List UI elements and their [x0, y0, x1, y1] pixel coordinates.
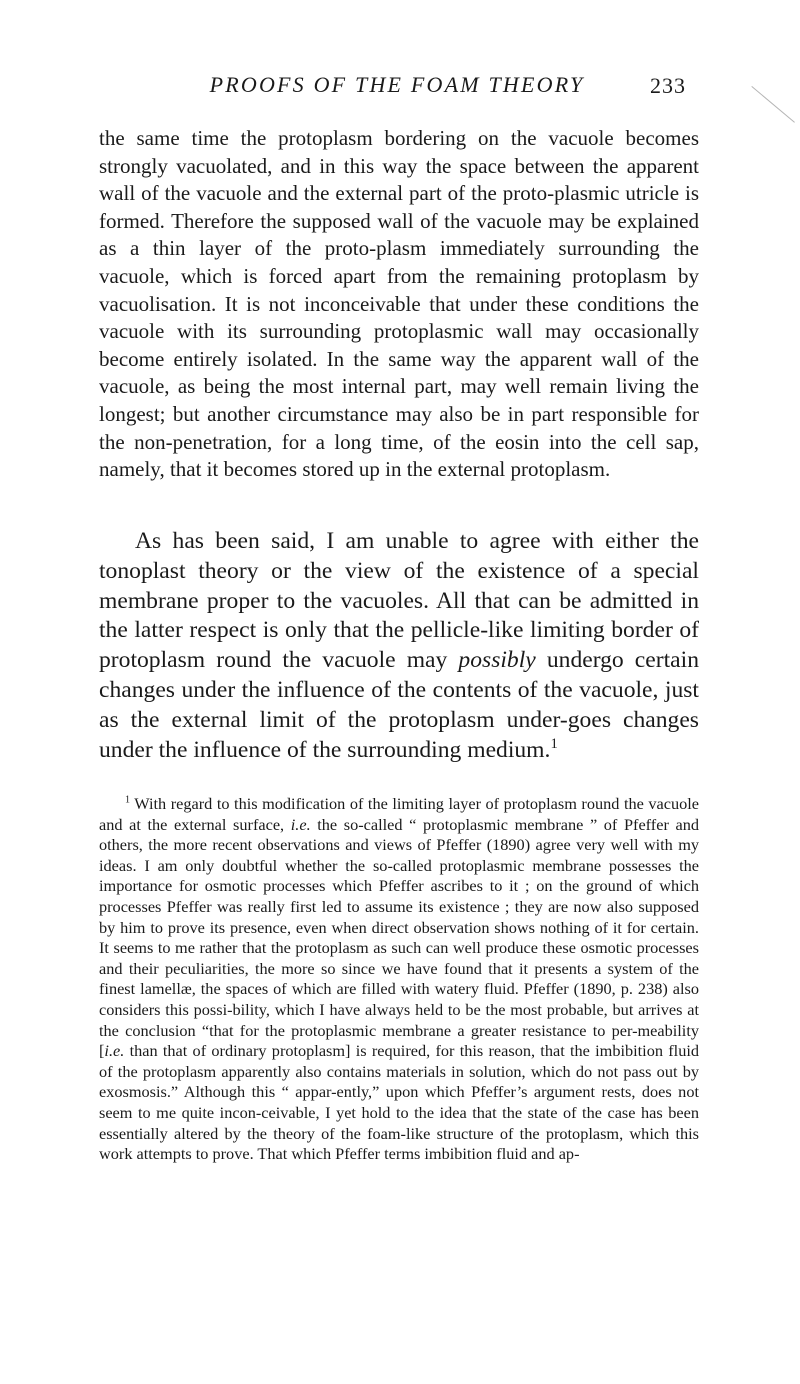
footnote-abbrev-ie-2: i.e.	[104, 1041, 125, 1061]
body-paragraph-2	[99, 527, 699, 765]
paragraph-2-text-start: As has been said, I am unable to agree with either the tonoplast theory or the view of the existence of a special membrane proper to the vacuoles. All that can be admitted in the latter respect is only that the pellicle-like limiting border of protoplasm round the vacuole may	[99, 528, 699, 674]
footnote-abbrev-ie-1: i.e.	[290, 814, 311, 834]
page-corner-crease	[751, 86, 795, 123]
footnote	[99, 794, 699, 1165]
footnote-marker: 1	[125, 794, 131, 806]
body-paragraph-1	[99, 125, 699, 484]
footnote-reference: 1	[550, 735, 558, 752]
running-title: PROOFS OF THE FOAM THEORY	[209, 72, 585, 97]
footnote-text-part-2: the so-called “ protoplasmic membrane ” of Pfeffer and others, the more recent observations and views of Pfeffer (1890) agree very well with my ideas. I am only doubtful whether the so-called protoplasmic membrane possesses the importance for osmotic processes which Pfeffer ascribes to it ; on the ground of which processes Pfeffer was really first led to assume its existence ; they are now also supposed by him to prove its presence, even when direct observation shows nothing of it for certain. It seems to me rather that the protoplasm as such can well produce these osmotic processes and their peculiarities, the more so since we have found that it presents a system of the finest lamellæ, the spaces of which are filled with watery fluid. Pfeffer (1890, p. 238) also considers this possi-bility, which I have always held to be the most probable, but arrives at the conclusion “that for the protoplasmic membrane a greater resistance to per-meability [	[99, 814, 700, 1061]
emphasized-word-possibly: possibly	[458, 647, 536, 674]
footnote-text-part-1: With regard to this modification of the limiting layer of protoplasm round the vacuole and at the external surface,	[99, 794, 699, 834]
page-number: 233	[650, 73, 686, 98]
paragraph-1-text: the same time the protoplasm bordering on the vacuole becomes strongly vacuolated, and in this way the space between the apparent wall of the vacuole and the external part of the proto-plasmic utricle is formed. Therefore the supposed wall of the vacuole may be explained as a thin layer of the proto-plasm immediately surrounding the vacuole, which is forced apart from the remaining protoplasm by vacuolisation. It is not inconceivable that under these conditions the vacuole with its surrounding protoplasmic wall may occasionally become entirely isolated. In the same way the apparent wall of the vacuole, as being the most internal part, may well remain living the longest; but another circumstance may also be in part responsible for the non-penetration, for a long time, of the eosin into the cell sap, namely, that it becomes stored up in the external protoplasm.	[99, 126, 699, 482]
footnote-text-part-3: than that of ordinary protoplasm] is required, for this reason, that the imbibition fluid of the protoplasm apparently also contains materials in solution, which do not pass out by exosmosis.” Although this “ appar-ently,” upon which Pfeffer’s argument rests, does not seem to me quite incon-ceivable, I yet hold to the idea that the state of the case has been essentially altered by the theory of the foam-like structure of the protoplasm, which this work attempts to prove. That which Pfeffer terms imbibition fluid and ap-	[99, 1041, 699, 1164]
paragraph-2-text-end: undergo certain changes under the influence of the contents of the vacuole, just as the external limit of the protoplasm under-goes changes under the influence of the surrounding medium.	[99, 647, 699, 763]
